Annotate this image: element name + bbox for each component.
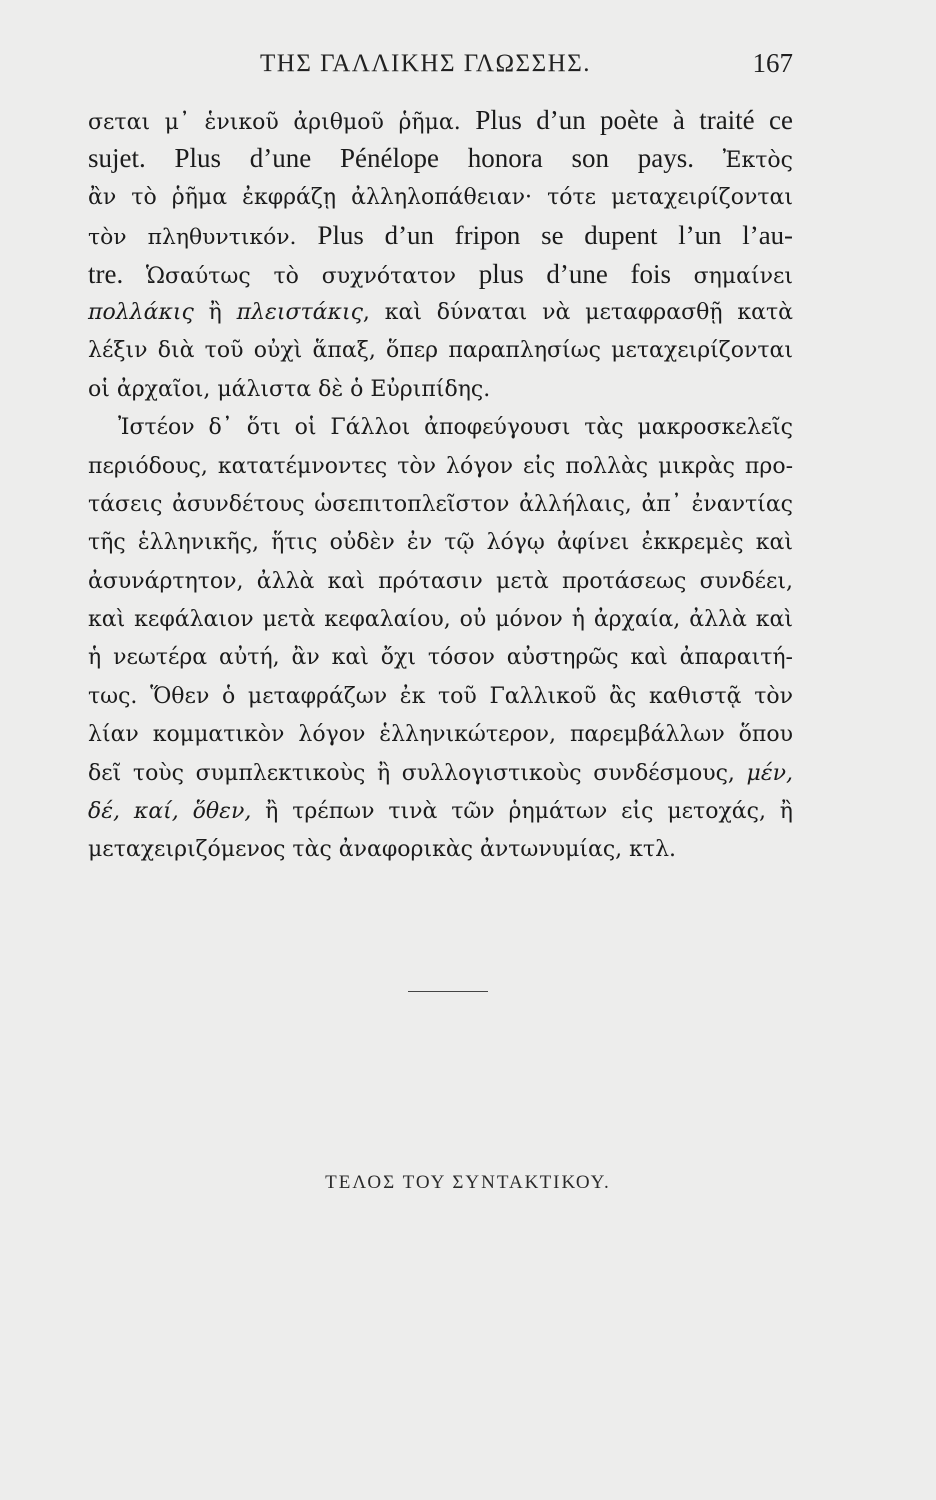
greek-text: σεται μ᾽ ἑνικοῦ ἀριθμοῦ ῥῆμα. [88, 110, 476, 135]
greek-text: τως. Ὅθεν ὁ μεταφράζων ἐκ τοῦ Γαλλικοῦ ἂς καθιστᾷ τὸν [88, 683, 793, 709]
greek-text: ἂν τὸ ῥῆμα ἐκφράζῃ ἀλληλοπάθειαν· τότε μεταχειρίζονται [88, 184, 793, 210]
greek-italic-text: πολλάκις [88, 299, 194, 325]
greek-italic-text: μέν, [746, 760, 793, 786]
greek-text: μεταχειριζόμενος τὰς ἀναφορικὰς ἀντωνυμίας, κτλ. [88, 837, 677, 863]
text-line [88, 638, 793, 676]
greek-text: καὶ κεφάλαιον μετὰ κεφαλαίου, οὐ μόνον ἡ ἀρχαία, ἀλλὰ καὶ [88, 607, 793, 633]
text-line [88, 754, 793, 792]
greek-text: Ἰστέον δ᾽ ὅτι οἱ Γάλλοι ἀποφεύγουσι τὰς μακροσκελεῖς [118, 415, 793, 441]
greek-text: τὸν πληθυντικόν. [88, 225, 318, 251]
text-line [88, 562, 793, 600]
text-line [88, 792, 793, 830]
greek-text: Ἐκτὸς [722, 148, 793, 174]
greek-text: λίαν κομματικὸν λόγον ἑλληνικώτερον, παρεμβάλλων ὅπου [88, 722, 793, 748]
text-line [88, 101, 793, 139]
body-text [88, 101, 793, 869]
text-line [88, 293, 793, 331]
greek-text: δεῖ τοὺς συμπλεκτικοὺς ἢ συλλογιστικοὺς συνδέσμους, [88, 760, 747, 786]
greek-italic-text: δέ, καί, ὅθεν, [88, 799, 252, 825]
text-line [88, 830, 793, 868]
greek-text: ἢ [193, 299, 237, 325]
text-line [88, 178, 793, 216]
text-line [88, 715, 793, 753]
greek-text: ἀσυνάρτητον, ἀλλὰ καὶ πρότασιν μετὰ προτάσεως συνδέει, [88, 568, 793, 594]
greek-text: ἢ τρέπων τινὰ τῶν ῥημάτων εἰς μετοχάς, ἢ [251, 799, 793, 825]
greek-text: σημαίνει [693, 263, 793, 289]
text-line [88, 677, 793, 715]
end-mark: ΤΕΛΟΣ ΤΟΥ ΣΥΝΤΑΚΤΙΚΟΥ. [325, 1172, 611, 1193]
greek-text: λέξιν διὰ τοῦ οὐχὶ ἅπαξ, ὅπερ παραπλησίως μεταχειρίζονται [88, 338, 793, 364]
text-line [88, 408, 793, 446]
text-line [88, 370, 793, 408]
greek-text: , καὶ δύναται νὰ μεταφρασθῇ κατὰ [362, 299, 793, 325]
greek-text: τάσεις ἀσυνδέτους ὡσεπιτοπλεῖστον ἀλλήλαις, ἀπ᾽ ἐναντίας [88, 491, 793, 517]
greek-italic-text: πλειστάκις [236, 299, 363, 325]
text-line [88, 600, 793, 638]
section-divider-rule [408, 991, 488, 992]
french-example-text: Plus d’un fripon se dupent l’un l’au- [317, 220, 793, 251]
french-example-text: sujet. Plus d’une Pénélope honora son pays. [88, 143, 723, 174]
text-line [88, 523, 793, 561]
text-line [88, 331, 793, 369]
text-line [88, 447, 793, 485]
running-head: ΤΗΣ ΓΑΛΛΙΚΗΣ ΓΛΩΣΣΗΣ. [260, 50, 591, 77]
text-line [88, 255, 793, 293]
text-line [88, 216, 793, 254]
french-example-text: Plus d’un poète à traité ce [475, 105, 793, 135]
greek-text: τῆς ἑλληνικῆς, ἥτις οὐδὲν ἐν τῷ λόγῳ ἀφίνει ἐκκρεμὲς καὶ [88, 530, 793, 556]
greek-text: οἱ ἀρχαῖοι, μάλιστα δὲ ὁ Εὐριπίδης. [88, 376, 491, 402]
greek-text: ἡ νεωτέρα αὐτή, ἂν καὶ ὄχι τόσον αὐστηρῶς καὶ ἀπαραιτή- [88, 645, 793, 671]
page-header [88, 48, 793, 88]
greek-text: Ὡσαύτως τὸ συχνότατον [145, 263, 479, 289]
page-number: 167 [752, 48, 793, 78]
text-line [88, 139, 793, 177]
french-example-text: plus d’une fois [478, 258, 694, 289]
french-example-text: tre. [88, 258, 146, 289]
greek-text: περιόδους, κατατέμνοντες τὸν λόγον εἰς πολλὰς μικρὰς προ- [88, 453, 793, 479]
text-line [88, 485, 793, 523]
